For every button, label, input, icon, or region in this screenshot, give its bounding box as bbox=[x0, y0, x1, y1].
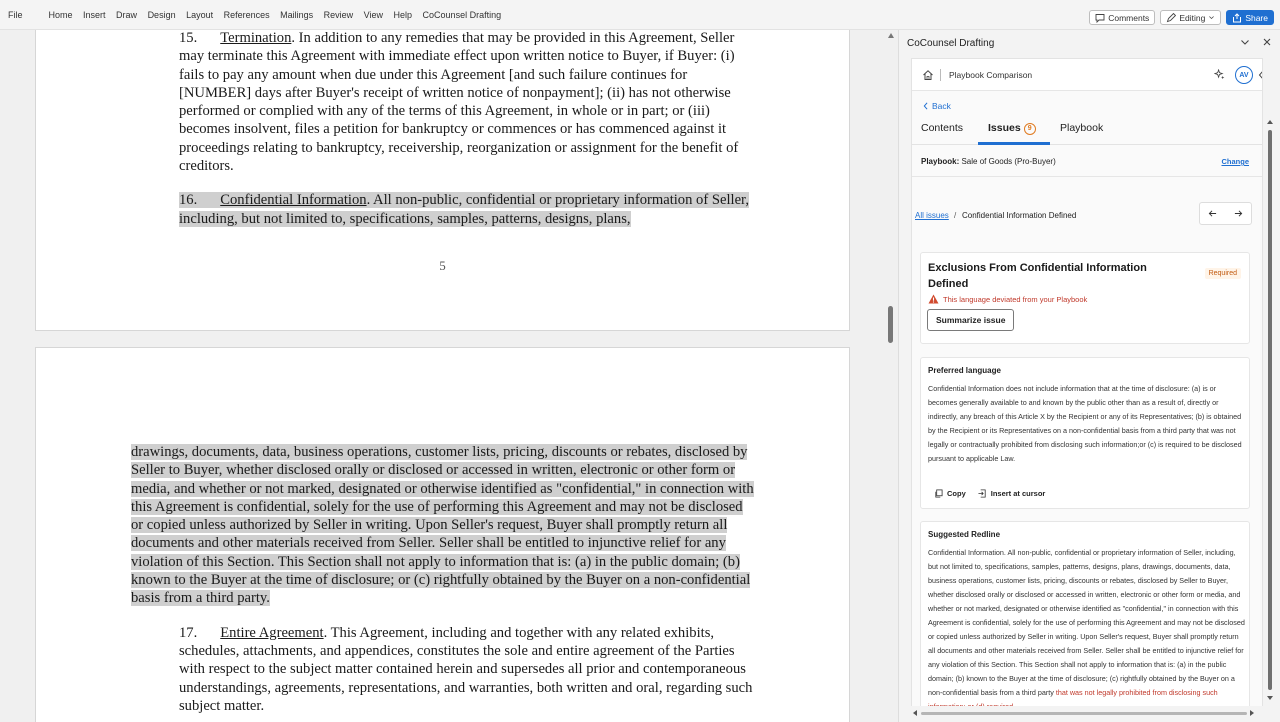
deviation-warning bbox=[928, 294, 1087, 304]
panel-scroll-thumb[interactable] bbox=[1268, 130, 1272, 690]
section-16-body-part1: . All non-public, confidential or proprietary information of Seller, including, but not limited to, specifications, samples, patterns, designs, plans, bbox=[179, 192, 749, 227]
comments-label: Comments bbox=[1108, 12, 1150, 23]
document-area[interactable] bbox=[0, 30, 884, 722]
copy-label: Copy bbox=[947, 489, 966, 498]
share-icon bbox=[1232, 13, 1242, 23]
menu-insert[interactable]: Insert bbox=[83, 10, 106, 20]
section-15-body: . In addition to any remedies that may be provided in this Agreement, Seller may terminate this Agreement with immediate effect upon written notice to Buyer, if Buyer: (i) fails to pay any amount when due under this Agreement [and such failure continues for [NUMBER] days after Buyer's receipt of written notice of nonpayment]; (ii) has not otherwise performed or complied with any of the terms of this Agreement, in whole or in part; or (iii) becomes insolvent, files a petition for bankruptcy or commences or has commenced against it proceedings relating to bankruptcy, receivership, reorganization or assignment for the benefit of creditors. bbox=[179, 30, 739, 175]
preferred-actions bbox=[934, 489, 1045, 498]
redline-insertion: that was not legally prohibited from disclosing such bbox=[1055, 688, 1218, 697]
menu-draw[interactable]: Draw bbox=[116, 10, 138, 20]
scroll-right-icon[interactable] bbox=[1250, 710, 1254, 716]
arrow-left-icon bbox=[1208, 209, 1217, 218]
tab-playbook[interactable]: Playbook bbox=[1060, 122, 1104, 134]
warning-icon bbox=[928, 294, 939, 304]
next-issue-button[interactable] bbox=[1226, 203, 1252, 224]
issue-pager bbox=[1199, 202, 1252, 225]
change-link[interactable]: Change bbox=[1221, 157, 1249, 166]
deviation-text: This language deviated from your Playbook bbox=[943, 294, 1088, 304]
playbook-label: Playbook: bbox=[921, 157, 960, 166]
chevron-left-icon[interactable] bbox=[1258, 70, 1263, 80]
chevron-left-icon bbox=[923, 102, 928, 110]
section-16-body-part2: drawings, documents, data, business operations, customer lists, pricing, discounts or rebates, disclosed by Seller to Buyer, whether disclosed orally or disclosed or accessed in written, electronic or other form or media, and whether or not marked, designated or otherwise identified as "confidential," in connection with this Agreement is confidential, solely for the use of performing this Agreement and may not be disclosed or copied unless authorized by Seller in writing. Upon Seller's request, Buyer shall promptly return all documents and other materials received from Seller. Seller shall be entitled to injunctive relief for any violation of this Section. This Section shall not apply to information that is: (a) in the public domain; (b) known to the Buyer at the time of disclosure; or (c) rightfully obtained by the Buyer on a non-confidential basis from a third party. bbox=[131, 444, 754, 607]
document-page[interactable] bbox=[35, 30, 850, 331]
arrow-right-icon bbox=[1234, 209, 1243, 218]
menu-help[interactable]: Help bbox=[393, 10, 413, 20]
tab-issues-label: Issues bbox=[988, 122, 1021, 134]
section-17-body: . This Agreement, including and together with any related exhibits, schedules, attachments, and appendices, constitutes the sole and entire agreement of the Parties with respect to the subject matter contained herein and supersedes all prior and contemporaneous understandings, agreements, representations, and warranties, both written and oral, regarding such subject matter. bbox=[179, 624, 753, 714]
horizontal-scroll-thumb[interactable] bbox=[921, 712, 1247, 715]
playbook-info bbox=[921, 157, 1056, 166]
scroll-up-icon[interactable] bbox=[1267, 120, 1273, 124]
cocounsel-panel bbox=[898, 30, 1280, 722]
back-link[interactable] bbox=[923, 101, 951, 111]
menu-review[interactable]: Review bbox=[323, 10, 354, 20]
menu-references[interactable]: References bbox=[223, 10, 270, 20]
summarize-issue-button[interactable]: Summarize issue bbox=[927, 309, 1014, 331]
divider bbox=[940, 69, 941, 81]
menu-home[interactable]: Home bbox=[48, 10, 73, 20]
ribbon bbox=[0, 0, 1280, 30]
close-icon[interactable] bbox=[1262, 37, 1272, 47]
panel-horizontal-scrollbar[interactable] bbox=[899, 706, 1280, 722]
playbook-value: Sale of Goods (Pro-Buyer) bbox=[961, 157, 1056, 166]
share-label: Share bbox=[1245, 12, 1268, 23]
tab-issues[interactable] bbox=[988, 122, 1036, 135]
section-16-continued[interactable] bbox=[131, 443, 756, 608]
home-icon[interactable] bbox=[922, 69, 934, 81]
scroll-left-icon[interactable] bbox=[913, 710, 917, 716]
tab-contents[interactable]: Contents bbox=[921, 122, 964, 134]
document-page[interactable] bbox=[35, 347, 850, 722]
panel-content bbox=[911, 58, 1263, 722]
copy-button[interactable] bbox=[934, 489, 966, 498]
document-scrollbar[interactable] bbox=[884, 30, 898, 722]
preferred-language-card bbox=[920, 357, 1250, 509]
pencil-icon bbox=[1166, 13, 1176, 23]
panel-header-title: Playbook Comparison bbox=[949, 70, 1033, 80]
issues-count-badge: 9 bbox=[1024, 123, 1036, 135]
suggested-redline-heading: Suggested Redline bbox=[928, 530, 1001, 539]
issue-card bbox=[920, 252, 1250, 344]
menu-layout[interactable]: Layout bbox=[186, 10, 214, 20]
page-number: 5 bbox=[439, 258, 446, 273]
suggested-redline-card bbox=[920, 521, 1250, 722]
section-17-heading: Entire Agreement bbox=[220, 624, 324, 641]
avatar[interactable]: AV bbox=[1235, 66, 1253, 84]
chevron-down-icon[interactable] bbox=[1240, 37, 1250, 47]
required-badge: Required bbox=[1205, 268, 1241, 279]
section-15[interactable]: 15. Termination. In addition to any remedies that may be provided in this Agreement, Seller may terminate this Agreement with immediate effect upon written notice to Buyer, if Buyer: (i) fails to pay any amount when due under this Agreement [and such failure continues for [NUMBER] days after Buyer's receipt of written notice of nonpayment]; (ii) has not otherwise performed or complied with any of the terms of this Agreement, in whole or in part; or (iii) becomes insolvent, files a petition for bankruptcy or commences or has commenced against it proceedings relating to bankruptcy, receivership, reorganization or assignment for the benefit of creditors. bbox=[179, 30, 739, 175]
preferred-language-heading: Preferred language bbox=[928, 366, 1001, 375]
panel-title: CoCounsel Drafting bbox=[907, 38, 995, 49]
share-button[interactable] bbox=[1226, 10, 1274, 25]
prev-issue-button[interactable] bbox=[1200, 203, 1226, 224]
section-15-heading: Termination bbox=[220, 30, 292, 46]
chevron-down-icon bbox=[1208, 14, 1215, 21]
menu-mailings[interactable]: Mailings bbox=[280, 10, 314, 20]
section-16-heading: Confidential Information bbox=[220, 192, 367, 209]
playbook-row bbox=[912, 147, 1262, 177]
insert-at-cursor-button[interactable] bbox=[978, 489, 1046, 498]
menu-bar bbox=[8, 0, 512, 30]
panel-tabs bbox=[912, 115, 1262, 145]
all-issues-link[interactable]: All issues bbox=[915, 211, 949, 220]
panel-topbar bbox=[912, 59, 1262, 91]
panel-scrollbar[interactable] bbox=[1265, 118, 1275, 718]
breadcrumb-separator: / bbox=[954, 211, 957, 220]
sparkle-icon[interactable] bbox=[1214, 69, 1225, 80]
section-16[interactable]: 16. Confidential Information. All non-public, confidential or proprietary information of Seller, including, but not limited to, specifications, samples, patterns, designs, plans, bbox=[179, 192, 749, 227]
redline-original: Confidential Information. All non-public, confidential or proprietary information of Seller, including, but not limited to, specifications, samples, patterns, designs, plans, drawings, documents, data, business operations, customer lists, pricing, discounts or rebates, disclosed by Seller to Buyer, whether disclosed orally or disclosed or accessed in written, electronic or other form or media, and whether or not marked, designated or otherwise identified as "confidential," in connection with this Agreement is confidential, solely for the use of performing this Agreement and may not be disclosed or copied unless authorized by Seller in writing. Upon Seller's request, Buyer shall promptly return all documents and other materials received from Seller. Seller shall be entitled to injunctive relief for any violation of this Section. This Section shall not apply to information that is: (a) in the public domain; (b) known to the Buyer at the time of disclosure; (c) rightfully obtained by the Buyer on a non-confidential basis from a third party bbox=[928, 548, 1245, 697]
insert-label: Insert at cursor bbox=[990, 489, 1046, 498]
copy-icon bbox=[934, 489, 943, 498]
scroll-thumb[interactable] bbox=[888, 306, 893, 343]
back-label: Back bbox=[932, 101, 951, 111]
preferred-language-text: Confidential Information does not include information that at the time of disclosure: (a) is or becomes generally available to and known by the public other than as a result of, directly or indirectly, any breach of this Article X by the Recipient or any of its Representatives; (b) is obtained by the Recipient or its Representatives on a non-confidential basis from a third party that was not legally or contractually prohibited from disclosing such information;or (c) is required to be disclosed pursuant to applicable Law. bbox=[928, 384, 1242, 463]
menu-view[interactable]: View bbox=[363, 10, 384, 20]
section-17[interactable]: 17. Entire Agreement. This Agreement, including and together with any related exhibits, schedules, attachments, and appendices, constitutes the sole and entire agreement of the Parties with respect to the subject matter contained herein and supersedes all prior and contemporaneous understandings, agreements, representations, and warranties, both written and oral, regarding such subject matter. bbox=[179, 624, 753, 714]
menu-file[interactable]: File bbox=[8, 10, 23, 20]
insert-icon bbox=[978, 489, 987, 498]
document-text[interactable] bbox=[131, 30, 756, 228]
issue-title: Exclusions From Confidential Information Defined bbox=[928, 262, 1147, 290]
suggested-redline-text bbox=[928, 546, 1246, 714]
menu-design[interactable]: Design bbox=[147, 10, 176, 20]
document-text[interactable] bbox=[131, 443, 756, 715]
comment-icon bbox=[1095, 13, 1105, 23]
scroll-up-icon[interactable] bbox=[888, 33, 894, 38]
editing-button[interactable] bbox=[1160, 10, 1221, 25]
editing-label: Editing bbox=[1179, 12, 1206, 23]
breadcrumb-current: Confidential Information Defined bbox=[962, 211, 1077, 220]
active-tab-indicator bbox=[978, 142, 1050, 145]
scroll-down-icon[interactable] bbox=[1267, 696, 1273, 700]
comments-button[interactable] bbox=[1089, 10, 1155, 25]
menu-cocounsel-drafting[interactable]: CoCounsel Drafting bbox=[422, 10, 502, 20]
